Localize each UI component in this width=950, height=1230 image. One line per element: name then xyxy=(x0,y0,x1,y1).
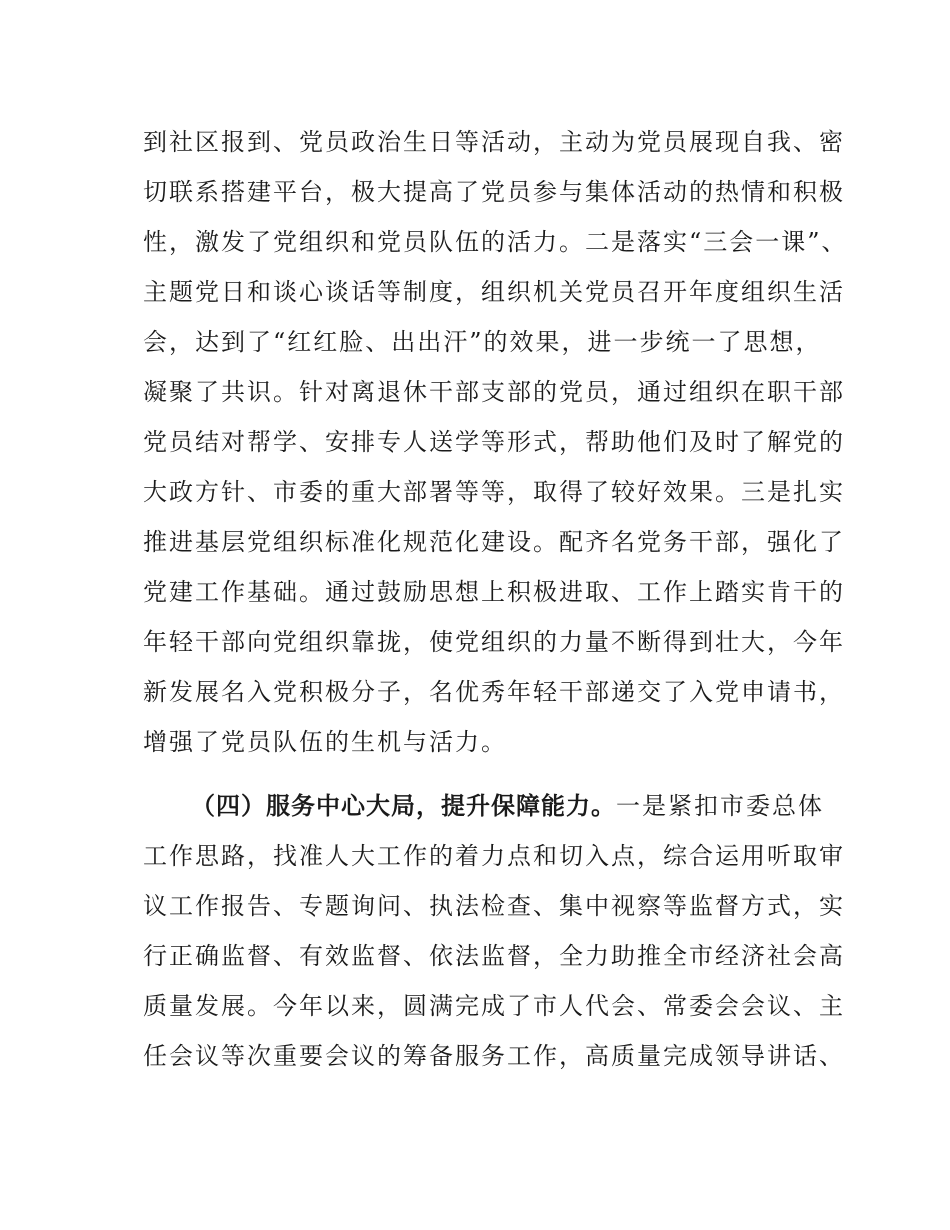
paragraph-2-line-1-text: 一是紧扣市委总体 xyxy=(616,792,824,820)
section-heading: （四）服务中心大局，提升保障能力。 xyxy=(191,792,616,820)
paragraph-1-line-2: 切联系搭建平台，极大提高了党员参与集体活动的热情和积极 xyxy=(143,178,845,206)
paragraph-2-line-5: 质量发展。今年以来，圆满完成了市人代会、常委会会议、主 xyxy=(143,992,845,1020)
paragraph-1-line-8: 大政方针、市委的重大部署等等，取得了较好效果。三是扎实 xyxy=(143,478,845,506)
paragraph-1-line-1: 到社区报到、党员政治生日等活动，主动为党员展现自我、密 xyxy=(143,128,845,156)
paragraph-1-line-9: 推进基层党组织标准化规范化建设。配齐名党务干部，强化了 xyxy=(143,528,845,556)
paragraph-1-line-12: 新发展名入党积极分子，名优秀年轻干部递交了入党申请书， xyxy=(143,678,845,706)
paragraph-2-line-4: 行正确监督、有效监督、依法监督，全力助推全市经济社会高 xyxy=(143,942,845,970)
paragraph-1-line-6: 凝聚了共识。针对离退休干部支部的党员，通过组织在职干部 xyxy=(143,378,845,406)
paragraph-1-line-4: 主题党日和谈心谈话等制度，组织机关党员召开年度组织生活 xyxy=(143,278,845,306)
paragraph-1-line-11: 年轻干部向党组织靠拢，使党组织的力量不断得到壮大，今年 xyxy=(143,628,845,656)
paragraph-1-line-3: 性，激发了党组织和党员队伍的活力。二是落实“三会一课”、 xyxy=(143,228,848,256)
paragraph-1-line-10: 党建工作基础。通过鼓励思想上积极进取、工作上踏实肯干的 xyxy=(143,578,845,606)
paragraph-1-line-5: 会，达到了“红红脸、出出汗”的效果，进一步统一了思想， xyxy=(143,328,822,356)
paragraph-1-line-13: 增强了党员队伍的生机与活力。 xyxy=(143,728,507,756)
paragraph-2-line-1 xyxy=(191,786,824,826)
paragraph-1-line-7: 党员结对帮学、安排专人送学等形式，帮助他们及时了解党的 xyxy=(143,428,845,456)
paragraph-2-line-6: 任会议等次重要会议的筹备服务工作，高质量完成领导讲话、 xyxy=(143,1042,845,1070)
paragraph-2-line-3: 议工作报告、专题询问、执法检查、集中视察等监督方式，实 xyxy=(143,892,845,920)
paragraph-2-line-2: 工作思路，找准人大工作的着力点和切入点，综合运用听取审 xyxy=(143,842,845,870)
